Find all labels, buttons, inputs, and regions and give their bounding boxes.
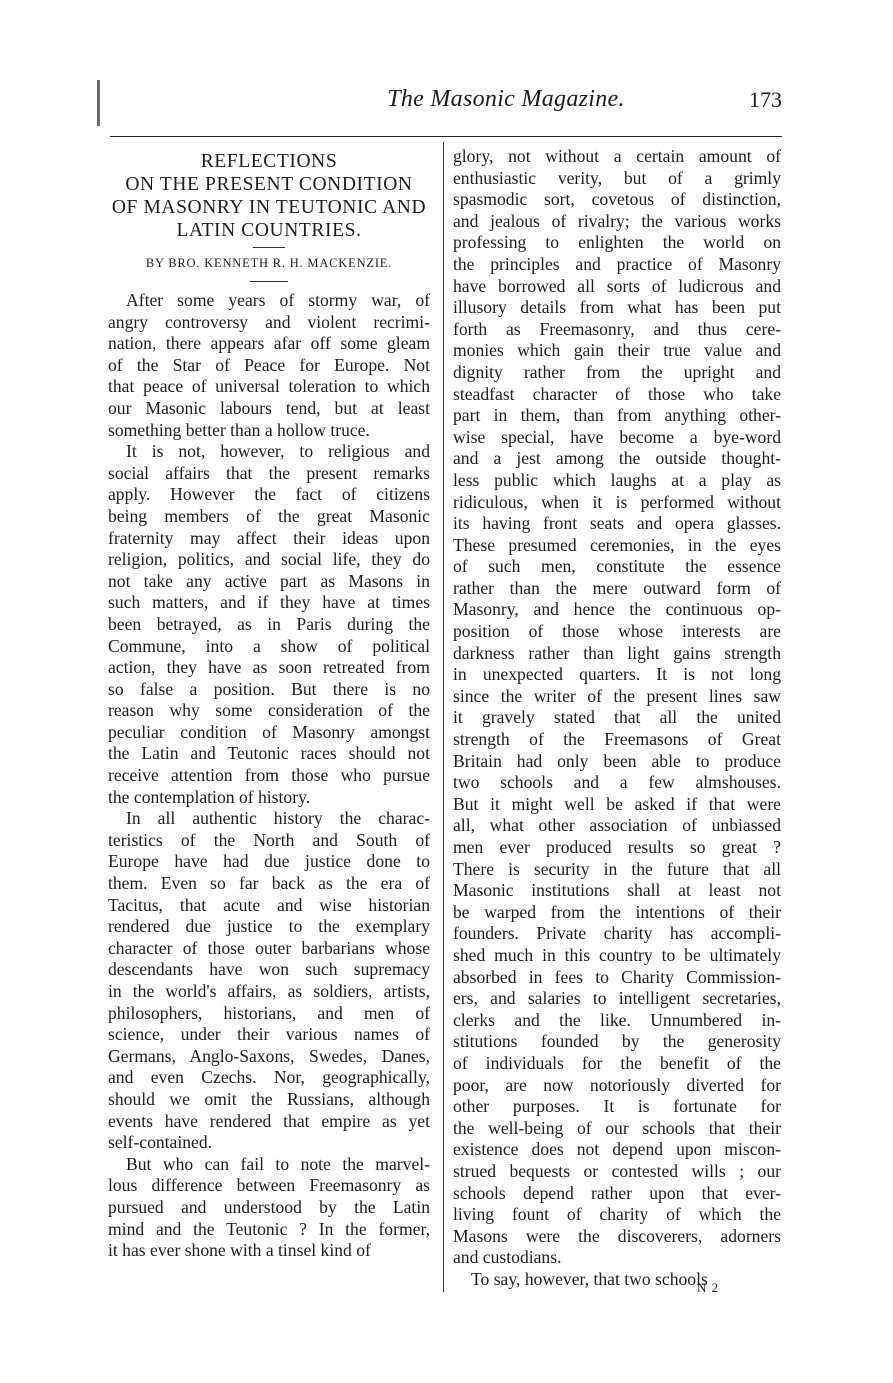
text-line: position of those whose interests are bbox=[453, 621, 781, 642]
text-line: strued bequests or contested wills ; our bbox=[453, 1160, 781, 1181]
text-line: schools depend rather upon that ever- bbox=[453, 1182, 781, 1203]
text-line: peculiar condition of Masonry amongst bbox=[108, 721, 430, 742]
text-line: events have rendered that empire as yet bbox=[108, 1110, 430, 1131]
text-line: receive attention from those who pursue bbox=[108, 765, 430, 786]
article-title bbox=[108, 150, 430, 282]
signature-mark: N 2 bbox=[697, 1280, 720, 1295]
text-line: should we omit the Russians, although bbox=[108, 1088, 430, 1109]
text-line: something better than a hollow truce. bbox=[108, 419, 370, 440]
text-line: forth as Freemasonry, and thus cere- bbox=[453, 318, 781, 339]
text-line: have borrowed all sorts of ludicrous and bbox=[453, 275, 781, 296]
right-column bbox=[453, 146, 781, 1290]
text-line: science, under their various names of bbox=[108, 1024, 430, 1045]
text-line: be warped from the intentions of their bbox=[453, 901, 781, 922]
text-line: philosophers, historians, and men of bbox=[108, 1002, 430, 1023]
text-line: other purposes. It is fortunate for bbox=[453, 1096, 781, 1117]
text-line: Britain had only been able to produce bbox=[453, 750, 781, 771]
text-line: not take any active part as Masons in bbox=[108, 570, 430, 591]
text-line: darkness rather than light gains strength bbox=[453, 642, 781, 663]
text-line: rendered due justice to the exemplary bbox=[108, 916, 430, 937]
byline-divider bbox=[250, 281, 288, 282]
right-column-text bbox=[453, 146, 781, 1290]
text-line: dignity rather from the upright and bbox=[453, 361, 781, 382]
text-line: Tacitus, that acute and wise historian bbox=[108, 894, 430, 915]
article-byline: BY BRO. KENNETH R. H. MACKENZIE. bbox=[145, 256, 393, 270]
text-line: men ever produced results so great ? bbox=[453, 837, 781, 857]
text-line: and a jest among the outside thought- bbox=[453, 448, 781, 469]
left-column-text bbox=[108, 290, 430, 1262]
text-line: all, what other association of unbiassed bbox=[453, 815, 781, 836]
text-line: of the Star of Peace for Europe. Not bbox=[108, 354, 430, 375]
text-line: But who can fail to note the marvel- bbox=[126, 1153, 430, 1174]
text-line: its having front seats and opera glasses. bbox=[453, 513, 781, 534]
text-line: enthusiastic verity, but of a grimly bbox=[453, 167, 781, 188]
article-title-line: ON THE PRESENT CONDITION bbox=[125, 174, 413, 195]
text-line: Commune, into a show of political bbox=[108, 635, 430, 656]
text-line: pursued and understood by the Latin bbox=[108, 1196, 430, 1217]
text-line: angry controversy and violent recrimi- bbox=[108, 311, 430, 332]
text-line: the contemplation of history. bbox=[108, 786, 311, 807]
text-line: descendants have won such supremacy bbox=[108, 959, 430, 980]
text-line: our Masonic labours tend, but at least bbox=[108, 397, 430, 418]
running-head bbox=[110, 86, 782, 120]
text-line: self-contained. bbox=[108, 1132, 213, 1153]
text-line: After some years of stormy war, of bbox=[126, 290, 430, 310]
text-line: reason why some consideration of the bbox=[108, 700, 430, 721]
text-line: mind and the Teutonic ? In the former, bbox=[108, 1218, 430, 1239]
text-line: To say, however, that two schools bbox=[471, 1268, 708, 1289]
article-title-line: LATIN COUNTRIES. bbox=[176, 220, 362, 241]
text-line: These presumed ceremonies, in the eyes bbox=[453, 534, 781, 555]
text-line: such matters, and if they have at times bbox=[108, 592, 430, 613]
text-line: steadfast character of those who take bbox=[453, 383, 781, 404]
text-line: social affairs that the present remarks bbox=[108, 462, 430, 483]
text-line: action, they have as soon retreated from bbox=[108, 657, 430, 678]
text-line: professing to enlighten the world on bbox=[453, 232, 781, 253]
text-line: the principles and practice of Masonry bbox=[453, 253, 781, 274]
text-line: so false a position. But there is no bbox=[108, 678, 430, 699]
text-line: nation, there appears afar off some gleam bbox=[108, 333, 430, 354]
text-line: Germans, Anglo-Saxons, Swedes, Danes, bbox=[108, 1045, 430, 1066]
text-line: Europe have had due justice done to bbox=[108, 851, 430, 872]
text-line: Masonry, and hence the continuous op- bbox=[453, 599, 781, 620]
text-line: shed much in this country to be ultimately bbox=[453, 944, 781, 965]
text-line: and custodians. bbox=[453, 1247, 562, 1268]
text-line: religion, politics, and social life, they do bbox=[108, 549, 430, 570]
text-line: clerks and the like. Unnumbered in- bbox=[453, 1009, 781, 1030]
text-line: It is not, however, to religious and bbox=[126, 441, 430, 462]
magazine-title: The Masonic Magazine. bbox=[387, 86, 625, 112]
text-line: it has ever shone with a tinsel kind of bbox=[108, 1240, 371, 1261]
text-line: it gravely stated that all the united bbox=[453, 707, 781, 728]
left-column bbox=[108, 146, 430, 1262]
text-line: and even Czechs. Nor, geographically, bbox=[108, 1067, 430, 1088]
text-line: of such men, constitute the essence bbox=[453, 556, 781, 577]
text-line: being members of the great Masonic bbox=[108, 505, 430, 526]
text-line: illusory details from what has been put bbox=[453, 297, 781, 318]
text-line: Masons were the discoverers, adorners bbox=[453, 1225, 781, 1246]
text-line: part in them, than from anything other- bbox=[453, 405, 781, 426]
text-line: wise special, have become a bye-word bbox=[453, 426, 781, 447]
text-line: founders. Private charity has accompli- bbox=[453, 923, 781, 944]
column-divider bbox=[443, 142, 444, 1292]
text-line: in unexpected quarters. It is not long bbox=[453, 664, 781, 685]
text-line: ers, and salaries to intelligent secretaries, bbox=[453, 988, 781, 1009]
text-line: glory, not without a certain amount of bbox=[453, 146, 781, 166]
article-title-line: OF MASONRY IN TEUTONIC AND bbox=[111, 197, 427, 218]
text-line: lous difference between Freemasonry as bbox=[108, 1175, 430, 1196]
text-line: ridiculous, when it is performed without bbox=[453, 491, 781, 512]
text-line: the well-being of our schools that their bbox=[453, 1117, 781, 1138]
header-rule bbox=[110, 136, 782, 137]
text-line: in the world's affairs, as soldiers, artists, bbox=[108, 981, 430, 1001]
text-line: since the writer of the present lines saw bbox=[453, 685, 781, 706]
title-divider bbox=[253, 247, 285, 248]
text-line: and jealous of rivalry; the various works bbox=[453, 210, 781, 231]
text-line: teristics of the North and South of bbox=[108, 829, 430, 850]
text-line: rather than the mere outward form of bbox=[453, 577, 781, 598]
text-line: stitutions founded by the generosity bbox=[453, 1031, 781, 1052]
text-line: two schools and a few almshouses. bbox=[453, 772, 781, 793]
text-line: that peace of universal toleration to which bbox=[108, 376, 430, 397]
text-line: But it might well be asked if that were bbox=[453, 793, 781, 814]
text-line: of individuals for the benefit of the bbox=[453, 1052, 781, 1073]
text-line: spasmodic sort, covetous of distinction, bbox=[453, 189, 781, 210]
text-line: monies which gain their true value and bbox=[453, 340, 781, 361]
text-line: living fount of charity of which the bbox=[453, 1204, 781, 1225]
article-title-line: REFLECTIONS bbox=[200, 151, 338, 172]
text-line: been betrayed, as in Paris during the bbox=[108, 613, 430, 634]
text-line: existence does not depend upon miscon- bbox=[453, 1139, 781, 1160]
text-line: apply. However the fact of citizens bbox=[108, 484, 430, 505]
text-line: fraternity may affect their ideas upon bbox=[108, 527, 430, 548]
text-line: character of those outer barbarians whose bbox=[108, 937, 430, 958]
text-line: Masonic institutions shall at least not bbox=[453, 880, 781, 901]
text-line: In all authentic history the charac- bbox=[126, 808, 430, 829]
page-number: 173 bbox=[749, 87, 782, 112]
binding-edge-mark bbox=[97, 80, 100, 126]
text-line: absorbed in fees to Charity Commission- bbox=[453, 966, 781, 987]
text-line: There is security in the future that all bbox=[453, 858, 781, 879]
text-line: less public which laughs at a play as bbox=[453, 469, 781, 490]
text-line: the Latin and Teutonic races should not bbox=[108, 743, 430, 764]
text-line: them. Even so far back as the era of bbox=[108, 873, 430, 894]
text-line: poor, are now notoriously diverted for bbox=[453, 1074, 781, 1095]
text-line: strength of the Freemasons of Great bbox=[453, 729, 781, 750]
